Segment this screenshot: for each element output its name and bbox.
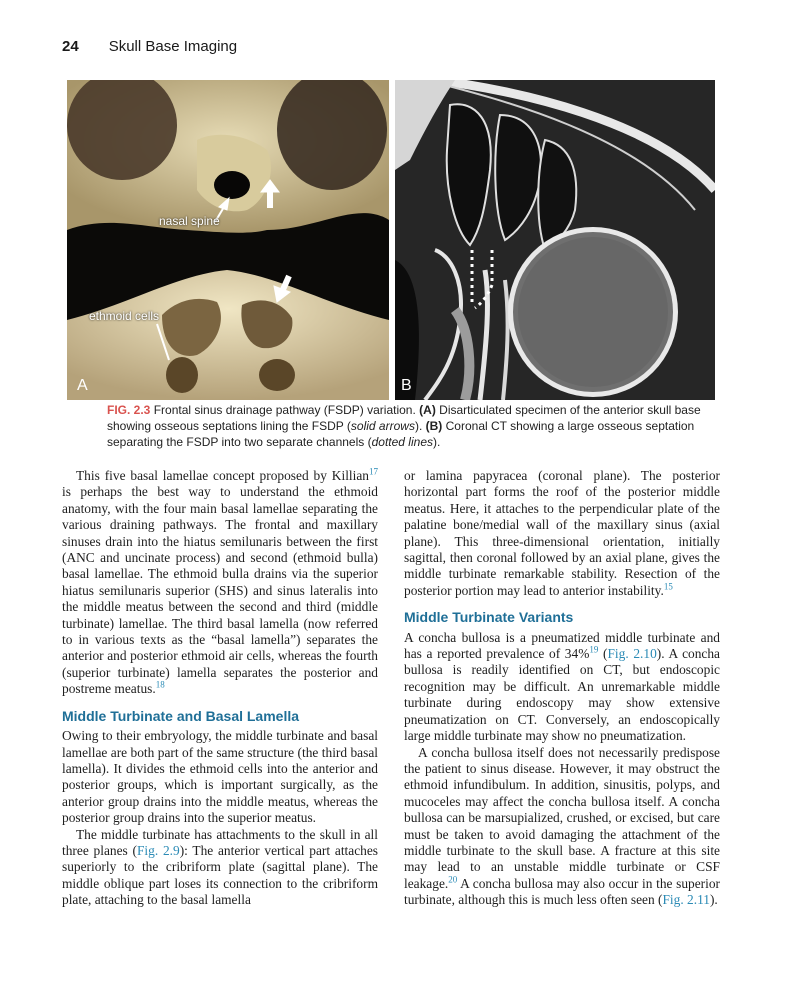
paragraph xyxy=(404,468,720,599)
label-ethmoid-cells: ethmoid cells xyxy=(89,309,160,323)
caption-text: ). xyxy=(433,435,441,449)
paragraph-text: ( xyxy=(598,646,608,662)
paragraph xyxy=(62,468,378,698)
paragraph-text: The middle turbinate has attachments to the skull in all three planes ( xyxy=(62,826,378,858)
paragraph-text: ): The anterior vertical part attaches superiorly to the cribriform plate (sagittal plane). The middle oblique part loses its connection to the cribriform plate, attaching to the basal lamella xyxy=(62,842,378,908)
figure-caption xyxy=(107,402,707,450)
paragraph xyxy=(404,745,720,909)
caption-text: Disarticulated specimen of the anterior skull base showing osseous septations lining the FSDP ( xyxy=(107,403,701,433)
panel-letter-b: B xyxy=(401,377,412,394)
ct-scan-image xyxy=(395,80,715,400)
caption-italic: solid arrows xyxy=(350,419,415,433)
paragraph xyxy=(404,630,720,745)
caption-text: ). xyxy=(414,419,426,433)
page-header xyxy=(62,38,237,55)
paragraph-text: ). xyxy=(709,892,718,908)
panel-letter-a: A xyxy=(77,377,88,394)
paragraph-text: A concha bullosa is a pneumatized middle turbinate and has a reported prevalence of 34% xyxy=(404,629,720,662)
citation-ref[interactable]: 19 xyxy=(589,644,599,655)
running-title: Skull Base Imaging xyxy=(108,38,238,55)
figure-link[interactable]: Fig. 2.11 xyxy=(662,892,710,908)
citation-ref[interactable]: 17 xyxy=(369,466,378,477)
caption-italic: dotted lines xyxy=(371,435,433,449)
paragraph: Owing to their embryology, the middle turbinate and basal lamellae are both part of the same structure (the third basal lamella). It divides the ethmoid cells into the anterior and posterior groups, which is important surgically, as the anterior group drains into the middle meatus, whereas the posterior group drains into the superior meatus. xyxy=(62,728,378,826)
section-heading: Middle Turbinate and Basal Lamella xyxy=(62,707,300,724)
figure-link[interactable]: Fig. 2.10 xyxy=(607,646,657,662)
figure-label: FIG. 2.3 xyxy=(107,403,151,417)
figure-panel-b xyxy=(395,80,715,400)
page-number: 24 xyxy=(62,38,79,55)
right-column xyxy=(404,468,720,909)
citation-ref[interactable]: 15 xyxy=(663,581,673,592)
section-heading: Middle Turbinate Variants xyxy=(404,609,574,626)
specimen-photo xyxy=(67,80,389,400)
citation-ref[interactable]: 18 xyxy=(155,679,165,690)
paragraph-text: is perhaps the best way to understand the ethmoid anatomy, with the four main basal lamellae separating the various draining pathways. The frontal and maxillary sinuses drain into the hiatus semilunaris between the first (ANC and uncinate process) and second (ethmoid bulla) basal lamellae. The ethmoid bulla drains via the superior hiatus semilunaris superior (SHS) and sinus lateralis into the middle meatus between the second and third (middle turbinate) lamellae. The third basal lamella (now referred to in various texts as the “basal lamella”) separates the anterior and posterior ethmoid air cells, whereas the fourth (superior turbinate) lamella separates the posterior and postreme meatus. xyxy=(62,484,378,697)
figure-panel-a xyxy=(67,80,389,400)
citation-ref[interactable]: 20 xyxy=(448,874,458,885)
paragraph-text: A concha bullosa itself does not necessarily predispose the patient to sinus disease. However, it may obstruct the ethmoid infundibulum. In addition, sinusitis, polyps, and mucoceles may affect the concha bullosa itself. A concha bullosa can be marsupialized, crushed, or excised, but care must be taken to avoid damaging the attachment of the middle turbinate to the skull base. A fracture at this site may lead to an unstable middle turbinate or CSF leakage. xyxy=(404,744,720,891)
paragraph-text: or lamina papyracea (coronal plane). The posterior horizontal part forms the roof of the posterior middle meatus. Here, it attaches to the perpendicular plate of the palatine bone/medial wall of the maxillary sinus (axial plane). This three-dimensional orientation, initially sagittal, then coronal followed by an axial plane, gives the middle turbinate remarkable stability. Resection of the posterior portion may lead to anterior instability. xyxy=(404,468,720,598)
caption-panel-ref: (A) xyxy=(419,403,436,417)
paragraph xyxy=(62,827,378,909)
caption-text: Coronal CT showing a large osseous septation separating the FSDP into two separate channels ( xyxy=(107,419,695,449)
figure-link[interactable]: Fig. 2.9 xyxy=(136,842,180,858)
caption-text: Frontal sinus drainage pathway (FSDP) variation. xyxy=(150,403,420,417)
left-column xyxy=(62,468,378,909)
paragraph-text: ). A concha bullosa is readily identified on CT, but endoscopic recognition may be difficult. An unremarkable middle turbinate during endoscopy may show extensive pneumatization on CT. Conversely, an endoscopically large middle turbinate may show no pneumatization. xyxy=(404,646,720,744)
label-nasal-spine: nasal spine xyxy=(159,214,220,228)
caption-panel-ref: (B) xyxy=(425,419,443,433)
paragraph-text: A concha bullosa may also occur in the superior turbinate, although this is much less often seen ( xyxy=(404,875,720,908)
paragraph-text: This five basal lamellae concept proposed by Killian xyxy=(76,468,369,483)
